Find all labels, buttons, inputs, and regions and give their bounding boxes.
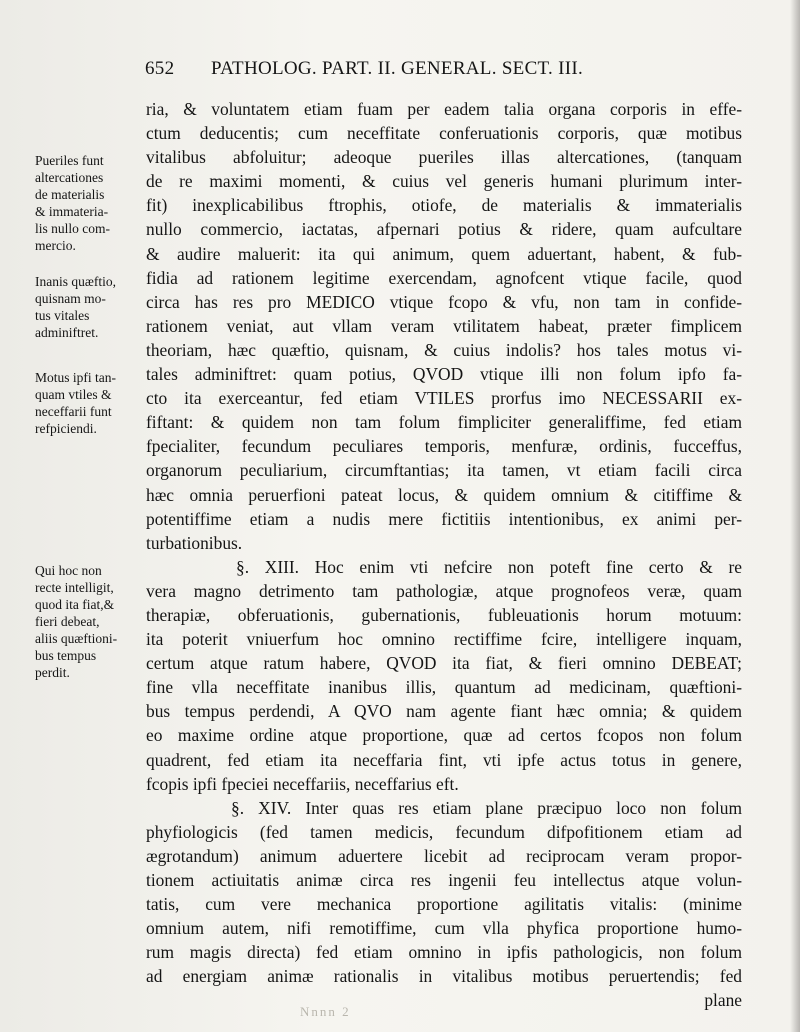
text-line: quadrent, fed etiam ita neceffaria fint, vti ipfe actus totus in genere, [146, 749, 742, 770]
text-line: fpecialiter, fecundum peculiares temporis, menfuræ, ordinis, fucceffus, [146, 436, 742, 457]
text-line: tales adminiftret: quam potius, QVOD vtique illi non folum ipfo fa- [146, 364, 742, 385]
text-line: de re maximi momenti, & cuius vel generis humani plurimum inter- [146, 171, 742, 192]
text-line: fiftant: & quidem non tam folum fimpliciter generaliffime, fed etiam [146, 412, 742, 433]
text-line: tatis, cum vere mechanica proportione agilitatis vitalis: (minime [146, 894, 742, 915]
margin-note-line: mercio. [35, 238, 76, 253]
margin-note-line: bus tempus [35, 648, 97, 663]
text-line: rum magis directa) fed etiam omnino in ipfis pathologicis, non folum [146, 942, 742, 963]
text-line: fine vlla neceffitate inanibus illis, quantum ad medicinam, quæftioni- [146, 677, 742, 698]
margin-note-line: adminiftret. [35, 325, 99, 340]
text-line: nullo commercio, iactatas, afpernari potius & ridere, quam aufcultare [146, 219, 742, 240]
margin-note-line: aliis quæftioni- [35, 631, 118, 646]
text-line: tionem actiuitatis animæ circa res ingenii feu intellectus atque volun- [146, 870, 742, 890]
margin-note-line: perdit. [35, 665, 70, 680]
text-line: theoriam, hæc quæftio, quisnam, & cuius indolis? hos tales motus vi- [146, 339, 742, 360]
text-line: cto ita exerceantur, fed etiam VTILES prorfus imo NECESSARII ex- [146, 388, 742, 409]
text-line: circa has res pro MEDICO vtique fcopo & vfu, non tam in confide- [146, 291, 742, 312]
margin-note-line: tus vitales [35, 308, 90, 323]
text-line: certum atque ratum habere, QVOD ita fiat, & fieri omnino DEBEAT; [146, 653, 742, 674]
text-line: bus tempus perdendi, A QVO nam agente fiant hæc omnia; & quidem [146, 701, 742, 722]
margin-note-inanis [35, 273, 147, 341]
text-line: & audire maluerit: ita qui animum, quem aduertant, habent, & fub- [146, 243, 742, 264]
text-line: fidia ad rationem legitime exercendam, agnofcent vtique facile, quod [146, 267, 742, 288]
text-line: vera magno detrimento tam pathologiæ, atque prognofeos veræ, quam [146, 580, 742, 601]
margin-note-line: refpiciendi. [35, 421, 97, 436]
text-line: ad energiam animæ rationalis in vitalibus motibus peruertendis; fed [146, 966, 742, 987]
text-line: therapiæ, obferuationis, gubernationis, fubleuationis horum motuum: [146, 604, 742, 625]
margin-note-line: lis nullo com- [35, 221, 110, 236]
text-line: organorum peculiarium, circumftantias; ita tamen, vt etiam facili circa [146, 460, 742, 481]
text-line: fit) inexplicabilibus ftrophis, otiofe, de materialis & immaterialis [146, 195, 742, 216]
text-line: potentiffime etiam a nudis mere fictitiis intentionibus, ex animi per- [146, 508, 742, 529]
signature-mark: Nnnn 2 [300, 1004, 351, 1019]
margin-note-qui-hoc [35, 562, 147, 681]
margin-note-line: fieri debeat, [35, 614, 100, 629]
section-heading-xiii: §. XIII. Hoc enim vti nefcire non poteft fine certo & re [236, 556, 742, 577]
margin-note-motus [35, 369, 147, 437]
margin-note-line: neceffarii funt [35, 404, 112, 419]
margin-note-line: de materialis [35, 187, 105, 202]
margin-note-pueriles [35, 152, 147, 254]
margin-note-line: Pueriles funt [35, 153, 104, 168]
main-text-column [146, 97, 742, 1013]
catchword: plane [704, 990, 742, 1011]
margin-note-line: & immateria- [35, 204, 109, 219]
margin-note-line: quod ita fiat,& [35, 597, 115, 612]
margin-note-line: Motus ipfi tan- [35, 370, 116, 385]
margin-note-line: recte intelligit, [35, 580, 114, 595]
margin-note-line: Inanis quæftio, [35, 274, 116, 289]
text-line: hæc omnia peruerfioni pateat locus, & quidem omnium & citiffime & [146, 484, 742, 505]
margin-note-line: altercationes [35, 170, 104, 185]
page-edge-shadow [790, 0, 800, 1032]
text-line: ita poterit vniuerfum hoc omnino rectiffime fcire, intelligere inquam, [146, 629, 742, 650]
running-title: PATHOLOG. PART. II. GENERAL. SECT. III. [211, 58, 584, 79]
text-line: ctum deducentis; cum neceffitate conferuationis corporis, quæ motibus [146, 123, 742, 144]
margin-note-line: Qui hoc non [35, 563, 102, 578]
text-line: eo maxime ordine atque proportione, quæ ad certos fcopos non folum [146, 725, 742, 746]
margin-note-line: quam vtiles & [35, 387, 112, 402]
section-heading-xiv: §. XIV. Inter quas res etiam plane præcipuo loco non folum [231, 797, 742, 818]
text-line: phyfiologicis (fed tamen medicis, fecundum difpofitionem etiam ad [146, 821, 742, 842]
text-line: omnium autem, nifi remotiffime, cum vlla phyfica proportione humo- [146, 918, 742, 939]
margin-note-line: quisnam mo- [35, 291, 106, 306]
text-line: ria, & voluntatem etiam fuam per eadem talia organa corporis in effe- [146, 99, 742, 119]
text-line: vitalibus abfoluitur; adeoque pueriles illas altercationes, (tanquam [146, 147, 742, 168]
page-number: 652 [145, 58, 175, 79]
text-line: rationem veniat, aut vllam veram vtilitatem habeat, præter fimplicem [146, 315, 742, 336]
text-line: fcopis ipfi fpeciei neceffariis, neceffarius eft. [146, 773, 459, 794]
running-header [145, 58, 665, 80]
text-line: ægrotandum) animum aduertere licebit ad reciprocam veram propor- [146, 845, 742, 866]
text-line: turbationibus. [146, 532, 243, 553]
